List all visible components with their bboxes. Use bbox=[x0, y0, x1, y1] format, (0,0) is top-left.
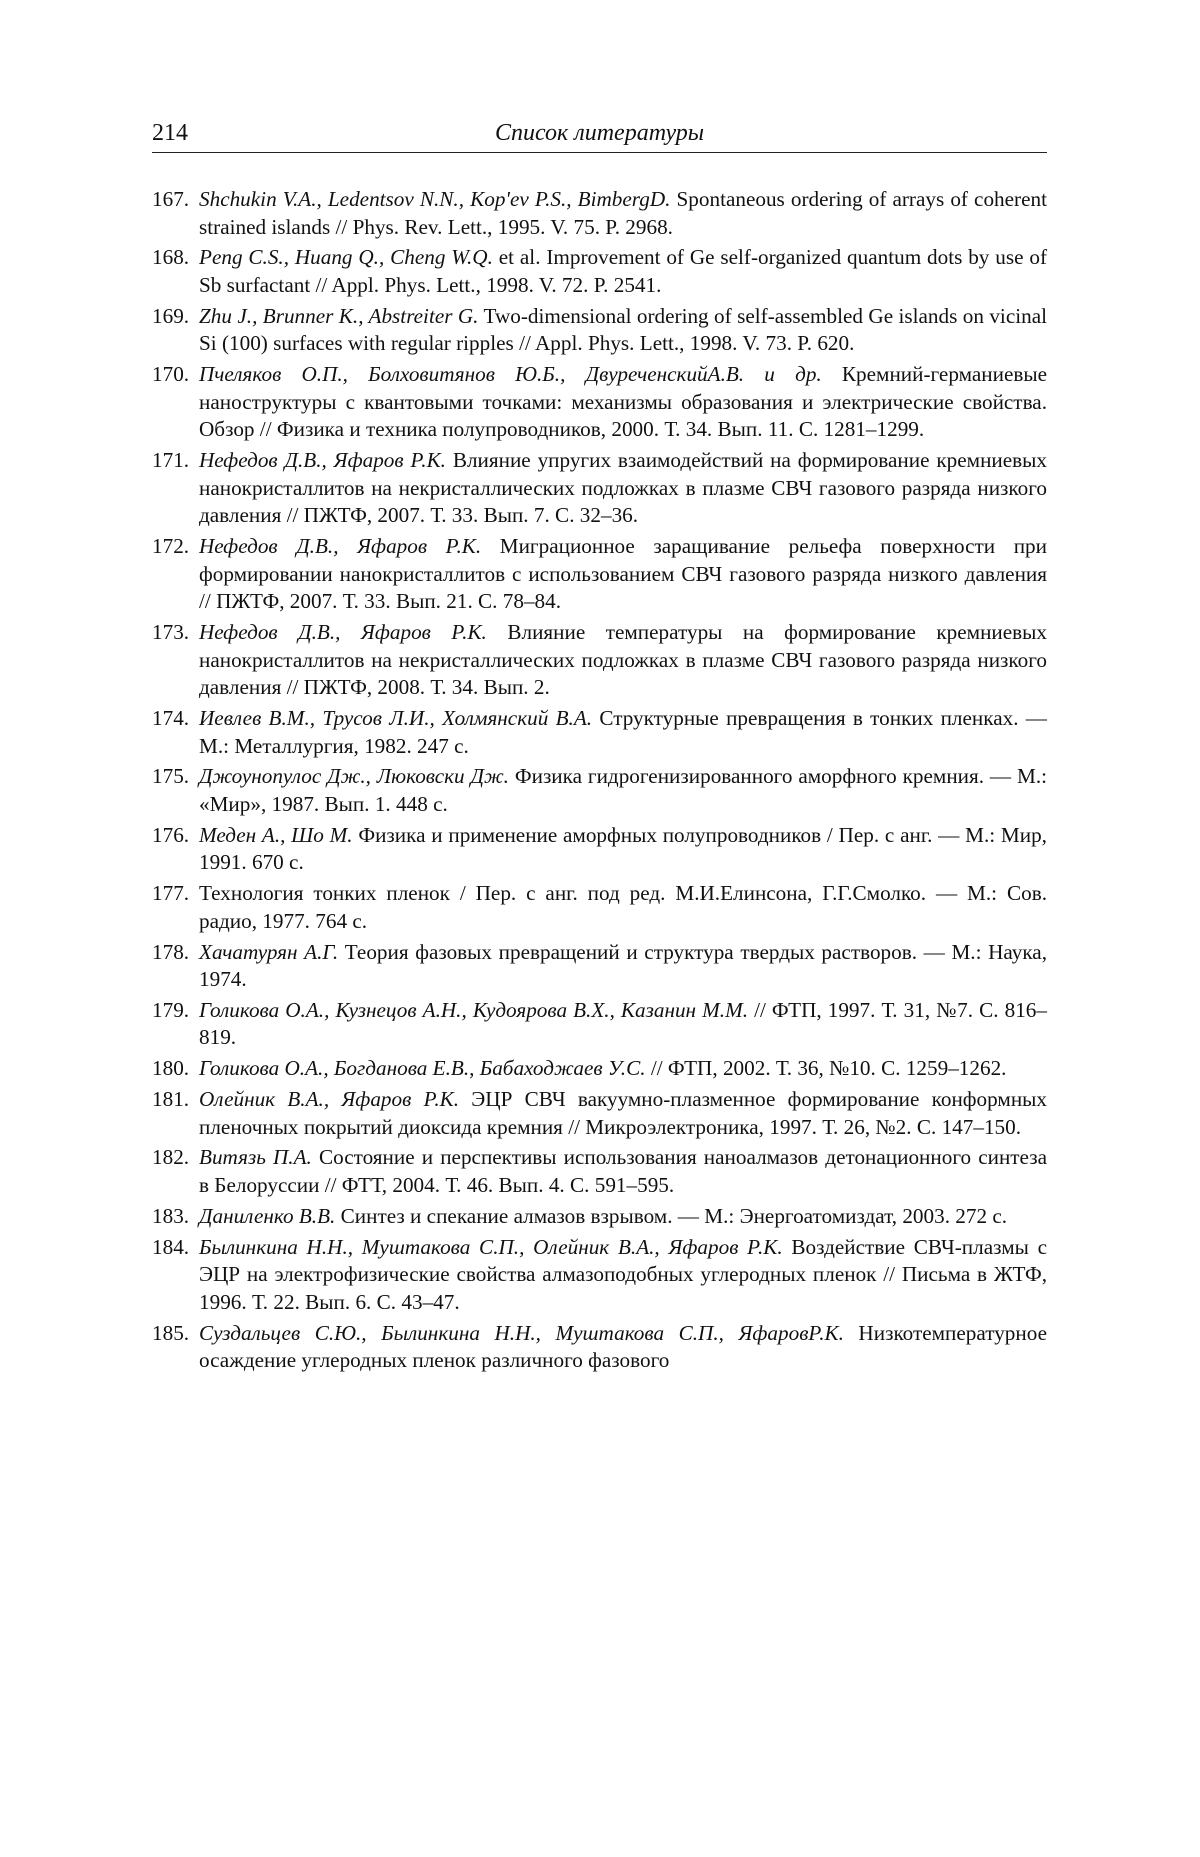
page-number: 214 bbox=[152, 120, 188, 146]
entry-details: Two-dimensional ordering of self-assembled Ge islands on vicinal Si (100) surfaces with regular ripples // Appl. Phys. Lett., 1998. V. 73. P. 620. bbox=[199, 303, 1047, 356]
entry-number: 175. bbox=[152, 764, 190, 789]
entry-text bbox=[199, 619, 1047, 702]
entry-details: Технология тонких пленок / Пер. с анг. под ред. М.И.Елинсона, Г.Г.Смолко. — М.: Сов. радио, 1977. 764 с. bbox=[199, 881, 1047, 933]
entry-number: 168. bbox=[152, 245, 190, 270]
entry-details: Теория фазовых превращений и структура твердых растворов. — М.: Наука, 1974. bbox=[199, 939, 1047, 992]
entry-details: et al. Improvement of Ge self-organized quantum dots by use of Sb surfactant // Appl. Phys. Lett., 1998. V. 72. P. 2541. bbox=[199, 245, 1047, 297]
running-head-title: Список литературы bbox=[494, 120, 705, 146]
entry-details: // ФТП, 1997. Т. 31, №7. С. 816–819. bbox=[199, 997, 1047, 1050]
entry-authors: Меден А., Шо М. bbox=[199, 822, 353, 847]
entry-details: Синтез и спекание алмазов взрывом. — М.: Энергоатомиздат, 2003. 272 с. bbox=[335, 1203, 1008, 1228]
bibliography-entry bbox=[152, 1055, 1047, 1083]
entry-text bbox=[199, 1086, 1047, 1141]
entry-authors: Иевлев В.М., Трусов Л.И., Холмянский В.А. bbox=[199, 706, 593, 730]
entry-details: Влияние упругих взаимодействий на формирование кремниевых нанокристаллитов на некристаллических подложках в плазме СВЧ газового разряда низкого давления // ПЖТФ, 2007. Т. 33. Вып. 7. С. 32–36. bbox=[199, 448, 1047, 528]
entry-number: 172. bbox=[152, 534, 190, 559]
entry-number: 177. bbox=[152, 881, 190, 906]
bibliography-entry bbox=[152, 997, 1047, 1052]
entry-number: 167. bbox=[152, 187, 190, 211]
bibliography-entry bbox=[152, 447, 1047, 530]
entry-authors: Олейник В.А., Яфаров Р.К. bbox=[199, 1087, 460, 1112]
entry-text bbox=[199, 1203, 1047, 1231]
entry-text bbox=[199, 447, 1047, 530]
bibliography-entry bbox=[152, 533, 1047, 616]
bibliography-entry bbox=[152, 1086, 1047, 1141]
entry-authors: Голикова О.А., Кузнецов А.Н., Кудоярова В.Х., Казанин М.М. bbox=[199, 997, 749, 1022]
bibliography-entry bbox=[152, 244, 1047, 299]
entry-text bbox=[199, 939, 1047, 994]
entry-details: Физика и применение аморфных полупроводников / Пер. с анг. — М.: Мир, 1991. 670 с. bbox=[199, 822, 1047, 875]
entry-text bbox=[199, 1055, 1047, 1083]
entry-number: 176. bbox=[152, 822, 190, 847]
entry-text bbox=[199, 244, 1047, 299]
entry-details: Низкотемпературное осаждение углеродных пленок различного фазового bbox=[199, 1320, 1047, 1373]
entry-text bbox=[199, 705, 1047, 760]
entry-authors: Витязь П.А. bbox=[199, 1145, 312, 1170]
entry-authors: Голикова О.А., Богданова Е.В., Бабаходжаев У.С. bbox=[199, 1056, 646, 1081]
entry-number: 182. bbox=[152, 1145, 190, 1170]
entry-details: Структурные превращения в тонких пленках. — М.: Металлургия, 1982. 247 с. bbox=[199, 706, 1047, 758]
entry-number: 181. bbox=[152, 1087, 190, 1112]
bibliography-entry bbox=[152, 939, 1047, 994]
bibliography-entry bbox=[152, 1320, 1047, 1375]
entry-authors: Даниленко В.В. bbox=[199, 1203, 336, 1228]
entry-authors: Хачатурян А.Г. bbox=[199, 939, 339, 964]
entry-number: 183. bbox=[152, 1203, 190, 1228]
entry-text bbox=[199, 1144, 1047, 1199]
entry-details: Кремний-германиевые наноструктуры с квантовыми точками: механизмы образования и электрические свойства. Обзор // Физика и техника полупроводников, 2000. Т. 34. Вып. 11. С. 1281–1299. bbox=[199, 362, 1048, 442]
entry-text bbox=[199, 303, 1047, 358]
entry-text bbox=[199, 880, 1047, 935]
bibliography-entry bbox=[152, 186, 1047, 241]
bibliography-entry bbox=[152, 880, 1047, 935]
entry-number: 170. bbox=[152, 362, 190, 387]
entry-authors: Нефедов Д.В., Яфаров Р.К. bbox=[199, 620, 487, 645]
bibliography-entry bbox=[152, 822, 1047, 877]
bibliography-entry bbox=[152, 361, 1047, 444]
entry-details: Физика гидрогенизированного аморфного кремния. — М.: «Мир», 1987. Вып. 1. 448 с. bbox=[199, 764, 1048, 816]
entry-number: 179. bbox=[152, 997, 190, 1022]
entry-text bbox=[199, 997, 1047, 1052]
entry-text bbox=[199, 822, 1047, 877]
bibliography-entry bbox=[152, 763, 1047, 818]
entry-details: Влияние температуры на формирование кремниевых нанокристаллитов на некристаллических подложках в плазме СВЧ газового разряда низкого давления // ПЖТФ, 2008. Т. 34. Вып. 2. bbox=[199, 620, 1047, 700]
entry-details: // ФТП, 2002. Т. 36, №10. С. 1259–1262. bbox=[645, 1056, 1007, 1081]
entry-authors: Shchukin V.A., Ledentsov N.N., Kop'ev P.S., BimbergD. bbox=[199, 187, 671, 211]
entry-number: 185. bbox=[152, 1320, 190, 1345]
entry-text bbox=[199, 1320, 1047, 1375]
entry-authors: Суздальцев С.Ю., Былинкина Н.Н., Муштакова С.П., ЯфаровР.К. bbox=[199, 1320, 844, 1345]
running-head bbox=[152, 118, 1047, 153]
bibliography-entry bbox=[152, 303, 1047, 358]
bibliography-entry bbox=[152, 1144, 1047, 1199]
bibliography-entry bbox=[152, 1234, 1047, 1317]
bibliography-entry bbox=[152, 619, 1047, 702]
entry-number: 174. bbox=[152, 706, 190, 730]
entry-authors: Zhu J., Brunner K., Abstreiter G. bbox=[199, 303, 479, 328]
entry-authors: Peng C.S., Huang Q., Cheng W.Q. bbox=[199, 245, 493, 270]
entry-text bbox=[199, 361, 1047, 444]
entry-text bbox=[199, 186, 1047, 241]
entry-details: ЭЦР СВЧ вакуумно-плазменное формирование конформных пленочных покрытий диоксида кремния // Микроэлектроника, 1997. Т. 26, №2. С. 147–150. bbox=[199, 1087, 1047, 1139]
entry-number: 178. bbox=[152, 939, 190, 964]
entry-authors: Нефедов Д.В., Яфаров Р.К. bbox=[199, 534, 482, 559]
bibliography-list bbox=[152, 186, 1047, 1378]
entry-number: 171. bbox=[152, 448, 190, 473]
entry-text bbox=[199, 1234, 1047, 1317]
bibliography-entry bbox=[152, 1203, 1047, 1231]
entry-text bbox=[199, 533, 1047, 616]
entry-authors: Джоунопулос Дж., Люковски Дж. bbox=[199, 764, 509, 789]
entry-number: 180. bbox=[152, 1056, 190, 1081]
entry-authors: Былинкина Н.Н., Муштакова С.П., Олейник В.А., Яфаров Р.К. bbox=[199, 1234, 783, 1259]
entry-number: 169. bbox=[152, 303, 190, 328]
entry-details: Миграционное заращивание рельефа поверхности при формировании нанокристаллитов с использованием СВЧ газового разряда низкого давления // ПЖТФ, 2007. Т. 33. Вып. 21. С. 78–84. bbox=[199, 534, 1047, 614]
entry-authors: Нефедов Д.В., Яфаров Р.К. bbox=[199, 448, 446, 473]
entry-details: Воздействие СВЧ-плазмы с ЭЦР на электрофизические свойства алмазоподобных углеродных пленок // Письма в ЖТФ, 1996. Т. 22. Вып. 6. С. 43–47. bbox=[199, 1234, 1047, 1314]
entry-authors: Пчеляков О.П., Болховитянов Ю.Б., ДвуреченскийА.В. и др. bbox=[199, 362, 822, 387]
bibliography-entry bbox=[152, 705, 1047, 760]
entry-details: Состояние и перспективы использования наноалмазов детонационного синтеза в Белоруссии // ФТТ, 2004. Т. 46. Вып. 4. С. 591–595. bbox=[199, 1145, 1047, 1197]
entry-number: 184. bbox=[152, 1234, 190, 1259]
entry-number: 173. bbox=[152, 620, 190, 645]
entry-text bbox=[199, 763, 1047, 818]
entry-details: Spontaneous ordering of arrays of coherent strained islands // Phys. Rev. Lett., 1995. V. 75. P. 2968. bbox=[199, 187, 1047, 239]
